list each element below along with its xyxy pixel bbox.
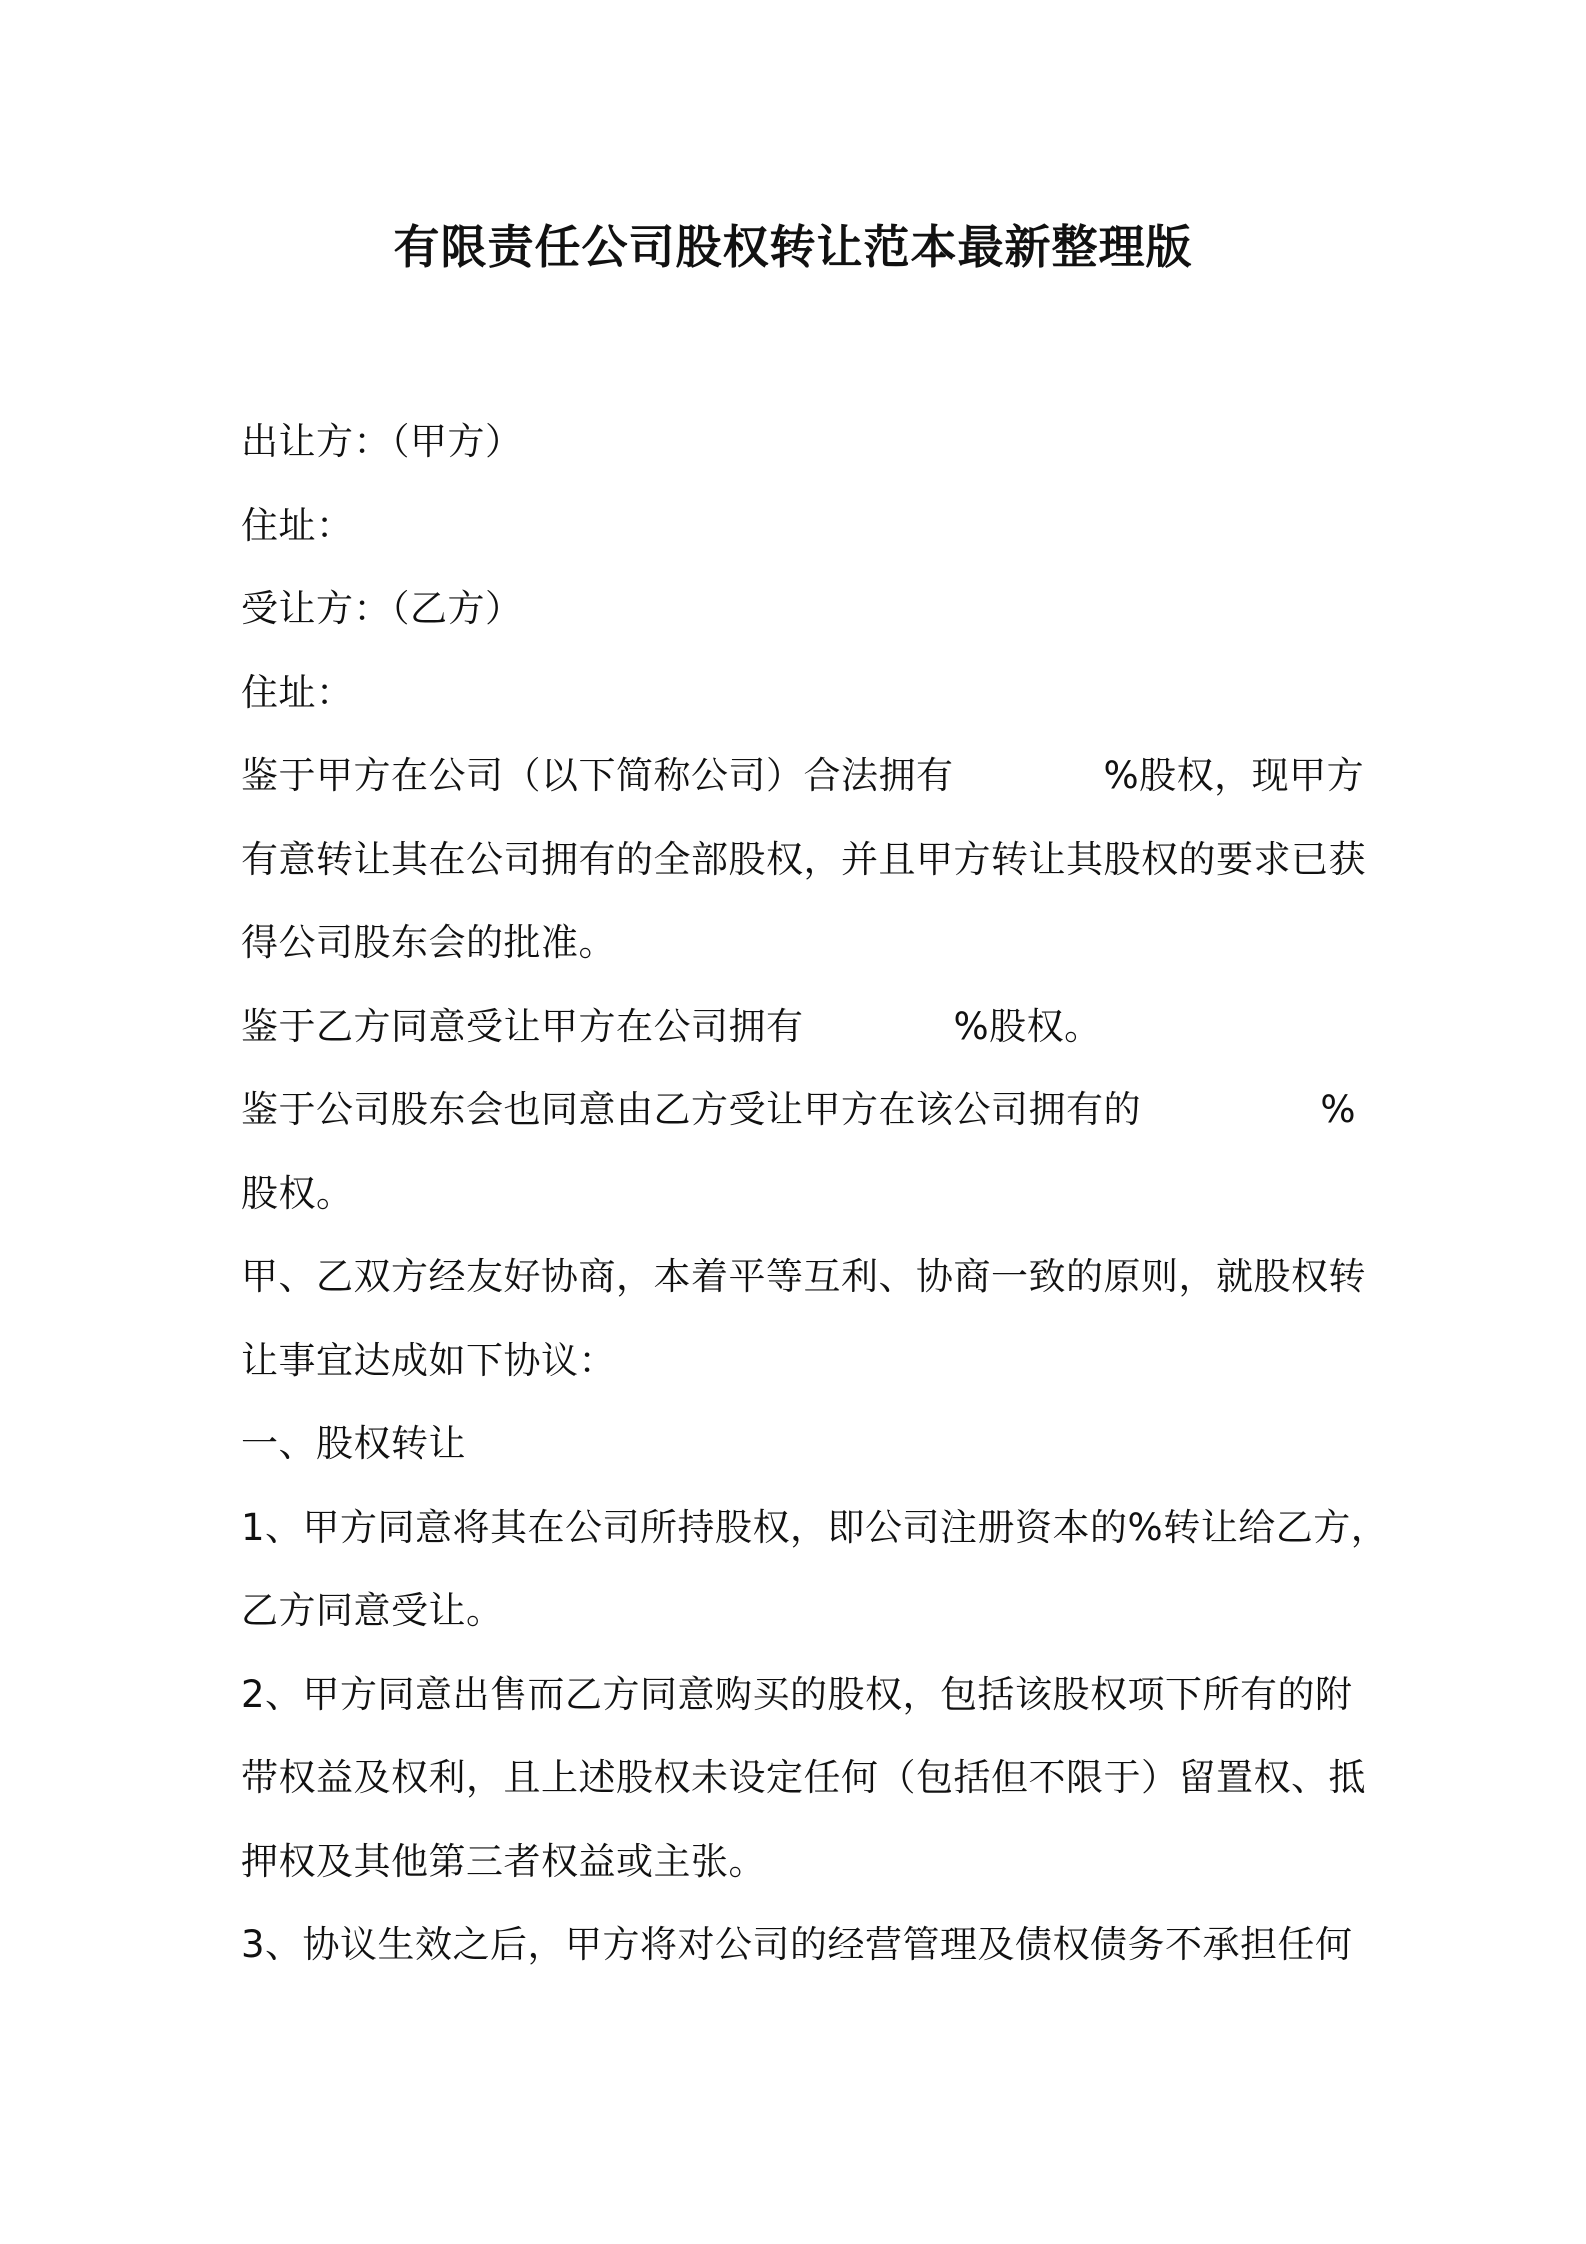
whereas3-text-b: % <box>1320 1088 1356 1131</box>
section-heading-equity-transfer: 一、股权转让 <box>241 1422 466 1465</box>
whereas3-line-2: 股权。 <box>241 1171 354 1215</box>
transferee-line: 受让方：（乙方） <box>241 587 523 630</box>
whereas2-line <box>241 985 1356 1069</box>
whereas3-text-a: 鉴于公司股东会也同意由乙方受让甲方在该公司拥有的 <box>241 1088 1141 1131</box>
address-b-line: 住址： <box>241 670 354 714</box>
item1-line-1: 1、甲方同意将其在公司所持股权，即公司注册资本的%转让给乙方， <box>241 1505 1389 1549</box>
agreement-line-1: 甲、乙双方经友好协商，本着平等互利、协商一致的原则，就股权转 <box>241 1255 1366 1298</box>
transferor-line: 出让方：（甲方） <box>241 420 523 463</box>
item2-line-1: 2、甲方同意出售而乙方同意购买的股权，包括该股权项下所有的附 <box>241 1672 1353 1716</box>
whereas1-line-1 <box>241 734 1365 818</box>
whereas2-text-b: %股权。 <box>953 1004 1102 1048</box>
document-title: 有限责任公司股权转让范本最新整理版 <box>393 220 1193 274</box>
item3-line-1: 3、协议生效之后，甲方将对公司的经营管理及债权债务不承担任何 <box>241 1923 1353 1966</box>
item2-line-3: 押权及其他第三者权益或主张。 <box>241 1839 766 1883</box>
item1-line-2: 乙方同意受让。 <box>241 1589 504 1632</box>
whereas1-line-3: 得公司股东会的批准。 <box>241 921 616 964</box>
whereas1-line-2: 有意转让其在公司拥有的全部股权，并且甲方转让其股权的要求已获 <box>241 837 1366 881</box>
whereas2-text-a: 鉴于乙方同意受让甲方在公司拥有 <box>241 1004 804 1048</box>
address-a-line: 住址： <box>241 503 354 547</box>
item2-line-2: 带权益及权利，且上述股权未设定任何（包括但不限于）留置权、抵 <box>241 1756 1366 1799</box>
agreement-line-2: 让事宜达成如下协议： <box>241 1338 616 1382</box>
whereas3-line-1 <box>241 1068 1356 1152</box>
document-body <box>241 400 1389 1987</box>
whereas1-text-b: %股权，现甲方 <box>1103 754 1365 797</box>
whereas1-text-a: 鉴于甲方在公司（以下简称公司）合法拥有 <box>241 754 954 797</box>
